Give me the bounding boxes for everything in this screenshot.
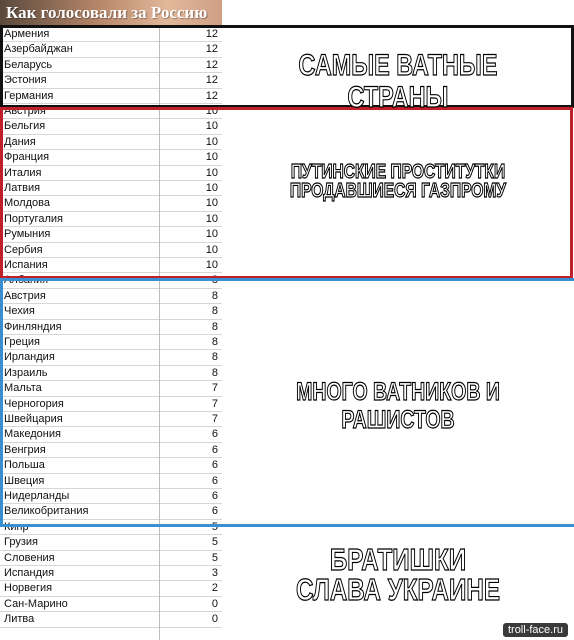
votes-cell: 5 bbox=[211, 551, 218, 564]
country-cell: Австрия bbox=[4, 105, 46, 117]
votes-cell: 8 bbox=[211, 336, 218, 348]
votes-cell: 6 bbox=[211, 428, 218, 441]
country-cell: Италия bbox=[4, 166, 42, 179]
caption-group-3: МНОГО ВАТНИКОВ И РАШИСТОВ bbox=[296, 378, 500, 434]
country-cell: Израиль bbox=[4, 366, 48, 379]
country-cell: Эстония bbox=[4, 74, 47, 87]
country-cell: Великобритания bbox=[4, 505, 89, 518]
votes-cell: 8 bbox=[211, 305, 218, 318]
country-cell: Македония bbox=[4, 428, 61, 441]
country-cell: Мальта bbox=[4, 382, 42, 395]
caption-group-1: САМЫЕ ВАТНЫЕ СТРАНЫ bbox=[298, 49, 498, 114]
country-cell: Литва bbox=[4, 613, 35, 626]
country-cell: Польша bbox=[4, 459, 45, 472]
votes-cell: 0 bbox=[211, 613, 218, 626]
votes-cell: 10 bbox=[205, 228, 218, 241]
country-cell: Латвия bbox=[4, 182, 41, 194]
votes-cell: 10 bbox=[205, 243, 218, 256]
country-cell: Франция bbox=[4, 151, 50, 164]
votes-cell: 10 bbox=[205, 135, 218, 148]
votes-cell: 10 bbox=[205, 182, 218, 194]
votes-cell: 6 bbox=[211, 474, 218, 487]
country-cell: Венгрия bbox=[4, 443, 46, 456]
votes-cell: 5 bbox=[211, 520, 218, 533]
country-cell: Ирландия bbox=[4, 351, 55, 364]
votes-cell: 10 bbox=[205, 166, 218, 179]
country-cell: Норвегия bbox=[4, 582, 53, 595]
votes-cell: 8 bbox=[211, 274, 218, 287]
votes-cell: 6 bbox=[211, 505, 218, 518]
country-cell: Чехия bbox=[4, 305, 35, 318]
votes-cell: 10 bbox=[205, 212, 218, 225]
votes-cell: 12 bbox=[205, 74, 218, 87]
country-cell: Швейцария bbox=[4, 413, 63, 425]
country-cell: Румыния bbox=[4, 228, 51, 241]
country-cell: Кипр bbox=[4, 520, 29, 533]
votes-cell: 8 bbox=[211, 289, 218, 302]
country-cell: Бельгия bbox=[4, 120, 46, 133]
votes-cell: 12 bbox=[205, 58, 218, 71]
country-cell: Молдова bbox=[4, 197, 50, 210]
country-cell: Словения bbox=[4, 551, 55, 564]
caption-group-4 bbox=[261, 542, 536, 607]
votes-cell: 12 bbox=[205, 43, 218, 56]
votes-cell: 3 bbox=[211, 567, 218, 579]
country-cell: Азербайджан bbox=[4, 43, 73, 56]
country-cell: Испандия bbox=[4, 567, 55, 579]
country-cell: Черногория bbox=[4, 397, 64, 410]
votes-cell: 7 bbox=[211, 382, 218, 395]
votes-cell: 10 bbox=[205, 197, 218, 210]
votes-cell: 5 bbox=[211, 536, 218, 549]
country-cell: Германия bbox=[4, 89, 54, 102]
country-cell: Греция bbox=[4, 336, 40, 348]
country-cell: Сербия bbox=[4, 243, 43, 256]
country-cell: Португалия bbox=[4, 212, 63, 225]
votes-cell: 0 bbox=[211, 597, 218, 610]
country-cell: Дания bbox=[4, 135, 36, 148]
country-cell: Армения bbox=[4, 28, 50, 40]
votes-cell: 10 bbox=[205, 105, 218, 117]
country-cell: Нидерланды bbox=[4, 490, 70, 502]
caption-group-4-line-1: БРАТИШКИ bbox=[329, 542, 467, 577]
votes-cell: 10 bbox=[205, 120, 218, 133]
country-cell: Швеция bbox=[4, 474, 45, 487]
votes-cell: 12 bbox=[205, 89, 218, 102]
votes-cell: 8 bbox=[211, 351, 218, 364]
caption-group-2: ПУТИНСКИЕ ПРОСТИТУТКИ ПРОДАВШИЕСЯ ГАЗПРОМУ bbox=[289, 161, 507, 202]
country-cell: Финляндия bbox=[4, 320, 62, 333]
country-cell: Австрия bbox=[4, 289, 46, 302]
votes-cell: 6 bbox=[211, 459, 218, 472]
country-cell: Испания bbox=[4, 259, 48, 271]
country-cell: Сан-Марино bbox=[4, 597, 68, 610]
votes-cell: 6 bbox=[211, 443, 218, 456]
country-cell: Беларусь bbox=[4, 58, 53, 71]
votes-cell: 8 bbox=[211, 366, 218, 379]
votes-cell: 2 bbox=[211, 582, 218, 595]
votes-cell: 10 bbox=[205, 151, 218, 164]
votes-cell: 6 bbox=[211, 490, 218, 502]
votes-cell: 7 bbox=[211, 397, 218, 410]
country-cell: Албания bbox=[4, 274, 49, 287]
votes-cell: 12 bbox=[205, 28, 218, 40]
sheet-title: Как голосовали за Россию bbox=[6, 3, 208, 22]
sheet-header bbox=[0, 0, 222, 27]
votes-cell: 8 bbox=[211, 320, 218, 333]
watermark: troll-face.ru bbox=[503, 623, 568, 637]
votes-cell: 7 bbox=[211, 413, 218, 425]
votes-cell: 10 bbox=[205, 259, 218, 271]
country-cell: Грузия bbox=[4, 536, 38, 549]
caption-group-4-line-2: СЛАВА УКРАИНЕ bbox=[296, 572, 500, 607]
